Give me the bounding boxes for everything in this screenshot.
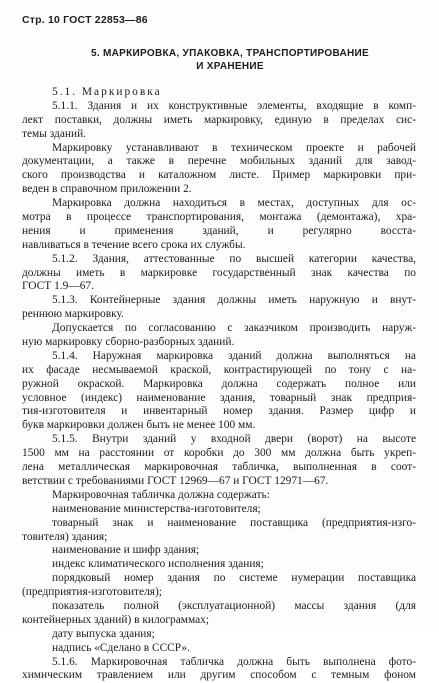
- document-body: [22, 86, 416, 683]
- text-line: надпись «Сделано в СССР».: [52, 641, 190, 654]
- text-line: 5.1.4. Наружная маркировка зданий должна выполняться на: [52, 349, 416, 362]
- text-line: 5.1.5. Внутри зданий у входной двери (ворот) на высоте: [52, 433, 416, 446]
- text-line: Маркировка должна находиться в местах, доступных для ос-: [52, 197, 416, 210]
- text-line: мотра в процессе транспортирования, монтажа (демонтажа), хра-: [22, 211, 416, 224]
- text-line: навливаться в течение всего срока их службы.: [22, 238, 246, 251]
- text-line: 1500 мм на расстоянии от коробки до 300 мм должна быть укреп-: [22, 447, 416, 460]
- section-title-line-1: 5. МАРКИРОВКА, УПАКОВКА, ТРАНСПОРТИРОВАНИЕ: [91, 48, 369, 59]
- text-line: реннюю маркировку.: [22, 308, 124, 321]
- text-line: 5.1.1. Здания и их конструктивные элементы, входящие в комп-: [52, 99, 416, 112]
- text-line: ружной окраской. Маркировка должна содержать полное или: [22, 377, 416, 390]
- text-line: товителя) здания;: [22, 530, 108, 543]
- text-line: лект поставки, должны иметь маркировку, единую в пределах сис-: [22, 113, 416, 126]
- text-line: товарный знак и наименование поставщика (предприятия-изго-: [52, 516, 416, 529]
- text-line: лена металлическая маркировочная табличка, выполненная в соот-: [22, 461, 416, 474]
- text-line: дату выпуска здания;: [52, 627, 155, 640]
- text-line: химическим травлением или другим способом с темным фоном: [22, 669, 416, 682]
- text-line: веден в справочном приложении 2.: [22, 183, 192, 196]
- text-line: наименование министерства-изготовителя;: [52, 502, 261, 515]
- text-line: 5.1. Маркировка: [52, 86, 162, 98]
- text-line: ветствии с требованиями ГОСТ 12969—67 и ГОСТ 12971—67.: [22, 474, 329, 487]
- text-line: Маркировочная табличка должна содержать:: [52, 488, 270, 501]
- text-line: условное (индекс) наименование здания, товарный знак предприя-: [22, 391, 416, 404]
- text-line: 5.1.3. Контейнерные здания должны иметь наружную и внут-: [52, 294, 416, 307]
- section-title-line-2: И ХРАНЕНИЕ: [196, 61, 264, 72]
- text-line: документации, а также в перечне мобильных зданий для завод-: [22, 155, 416, 168]
- page-header: Стр. 10 ГОСТ 22853—86: [22, 14, 148, 26]
- text-line: нения и применения зданий, и регулярно восста-: [22, 224, 416, 237]
- text-line: тия-изготовителя и инвентарный номер здания. Размер цифр и: [22, 405, 416, 418]
- text-line: (предприятия-изготовителя);: [22, 586, 162, 599]
- text-line: ГОСТ 1.9—67.: [22, 280, 94, 293]
- text-line: порядковый номер здания по системе нумерации поставщика: [52, 572, 416, 585]
- text-line: 5.1.2. Здания, аттестованные по высшей категории качества,: [52, 252, 416, 265]
- text-line: букв маркировки должен быть не менее 100 мм.: [22, 419, 256, 432]
- text-line: их фасаде несмываемой краской, контрастирующей по тону с на-: [22, 363, 416, 376]
- text-line: 5.1.6. Маркировочная табличка должна быть выполнена фото-: [52, 655, 416, 668]
- text-line: показатель полной (эксплуатационной) массы здания (для: [52, 599, 416, 612]
- text-line: должны иметь в маркировке государственный знак качества по: [22, 266, 416, 279]
- text-line: темы зданий.: [22, 127, 87, 140]
- text-line: контейнерных зданий) в килограммах;: [22, 613, 209, 626]
- text-line: Допускается по согласованию с заказчиком производить наруж-: [52, 322, 416, 335]
- text-line: Маркировку устанавливают в техническом проекте и рабочей: [52, 141, 416, 154]
- text-line: наименование и шифр здания;: [52, 544, 200, 557]
- text-line: ского производства и каталожном листе. Пример маркировки при-: [22, 169, 416, 182]
- text-line: индекс климатического исполнения здания;: [52, 558, 264, 571]
- text-line: ную маркировку сборно-разборных зданий.: [22, 336, 235, 349]
